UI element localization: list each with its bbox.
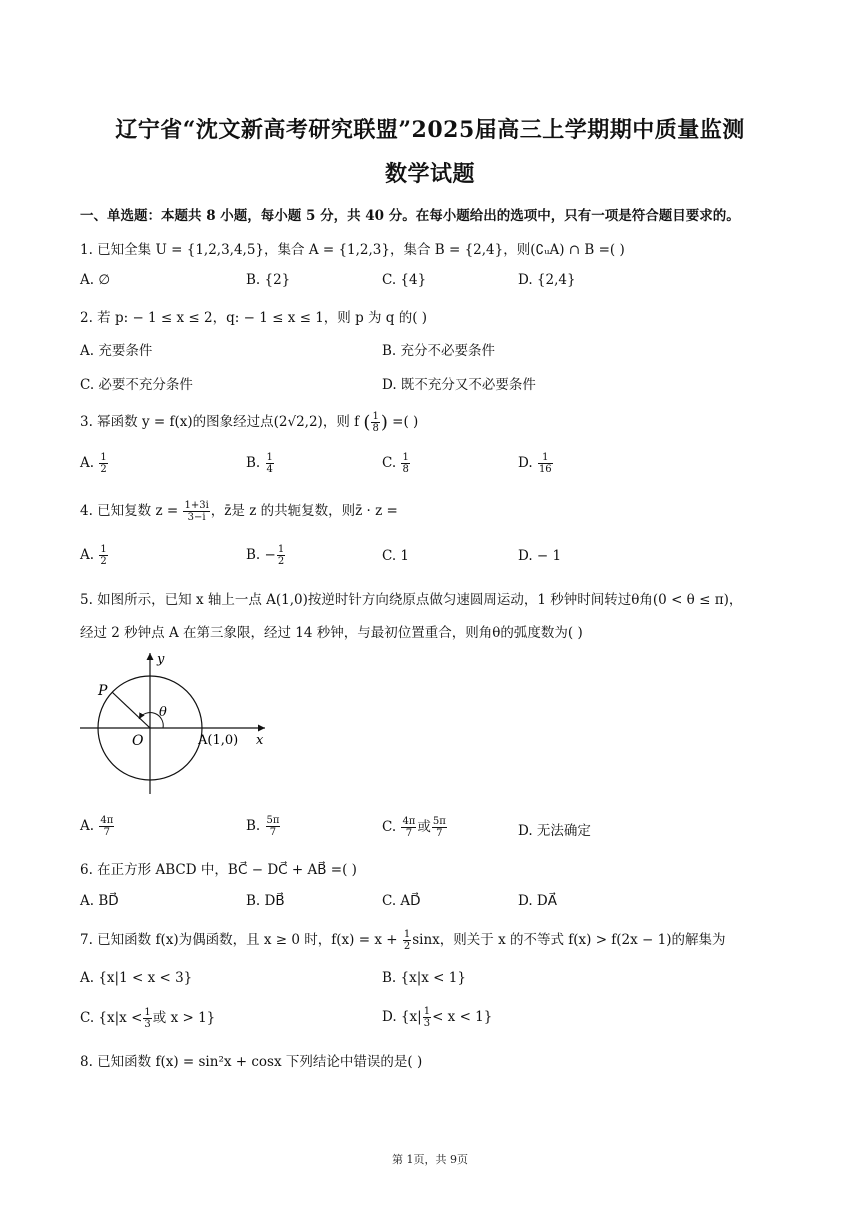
- q5-option-d: D. 无法确定: [518, 823, 591, 839]
- q3-option-d: D. $\frac{1}{16}$: [518, 452, 552, 475]
- q3-option-a: A. $\frac{1}{2}$: [80, 452, 107, 475]
- question-1-stem: 1. 已知全集 U = {1,2,3,4,5}，集合 A = {1,2,3}，集合 B = {2,4}，则(∁ᵤA) ∩ B =( ): [80, 242, 625, 258]
- q5-option-b: B. $\frac{5\pi}{7}$: [246, 815, 280, 838]
- q7-option-d: D. {x| $\frac{1}{3}$ < x < 1}: [382, 1006, 493, 1029]
- q7-option-a: A. {x|1 < x < 3}: [80, 970, 193, 986]
- q7-stem-fraction: $\frac{1}{2}$: [403, 929, 411, 952]
- question-4-stem: 4. 已知复数 z = $\frac{1+3i}{3-i}$ ，z̄是 z 的共轭复数，则z̄ · z =: [80, 500, 398, 523]
- q3-option-c: C. $\frac{1}{8}$: [382, 452, 409, 475]
- radius-op: [112, 692, 150, 728]
- q2-option-c: C. 必要不充分条件: [80, 377, 193, 393]
- q3-stem-text: 3. 幂函数 y = f(x)的图象经过点(2√2,2)，则 f: [80, 414, 360, 430]
- question-7-stem: 7. 已知函数 f(x)为偶函数，且 x ≥ 0 时，f(x) = x + $\frac{1}{2}$ sinx，则关于 x 的不等式 f(x) > f(2x − 1)的解集为: [80, 929, 726, 952]
- q6-option-a: A. BD⃗: [80, 893, 119, 909]
- q7-option-b: B. {x|x < 1}: [382, 970, 466, 986]
- q4-option-a: A. $\frac{1}{2}$: [80, 544, 107, 567]
- q6-option-b: B. DB⃗: [246, 893, 285, 909]
- q3-option-b: B. $\frac{1}{4}$: [246, 452, 273, 475]
- theta-label: θ: [159, 705, 167, 720]
- y-axis-label: y: [157, 652, 165, 667]
- q3-stem-tail: =( ): [392, 414, 419, 430]
- question-5-stem-line1: 5. 如图所示，已知 x 轴上一点 A(1,0)按逆时针方向绕原点做匀速圆周运动，1 秒钟时间转过θ角(0 < θ ≤ π)，: [80, 592, 743, 608]
- question-6-stem: 6. 在正方形 ABCD 中，BC⃗ − DC⃗ + AB⃗ =( ): [80, 862, 357, 878]
- q1-option-a: A. ∅: [80, 272, 111, 288]
- q1-option-c: C. {4}: [382, 272, 427, 288]
- q6-option-c: C. AD⃗: [382, 893, 421, 909]
- q6-option-d: D. DA⃗: [518, 893, 557, 909]
- q4-option-d: D. − 1: [518, 548, 562, 564]
- section-heading: 一、单选题：本题共 8 小题，每小题 5 分，共 40 分。在每小题给出的选项中，只有一项是符合题目要求的。: [80, 208, 740, 224]
- q4-stem-fraction: $\frac{1+3i}{3-i}$: [184, 500, 209, 523]
- q2-option-d: D. 既不充分又不必要条件: [382, 377, 536, 393]
- q5-option-c: C. $\frac{4\pi}{7}$ 或 $\frac{5\pi}{7}$: [382, 816, 446, 839]
- unit-circle-figure: [75, 648, 285, 798]
- page-footer: 第 1页，共 9页: [392, 1153, 468, 1166]
- question-8-stem: 8. 已知函数 f(x) = sin²x + cosx 下列结论中错误的是( ): [80, 1054, 423, 1070]
- question-3-stem: 3. 幂函数 y = f(x)的图象经过点(2√2,2)，则 f ( $\frac{1}{8}$ ) =( ): [80, 411, 419, 434]
- point-p-label: P: [98, 683, 108, 699]
- origin-label: O: [132, 733, 144, 749]
- exam-title: 辽宁省“沈文新高考研究联盟”2025届高三上学期期中质量监测: [115, 117, 745, 143]
- q7-option-c: C. {x|x < $\frac{1}{3}$ 或 x > 1}: [80, 1007, 216, 1030]
- x-axis-label: x: [256, 733, 264, 748]
- q2-option-a: A. 充要条件: [80, 343, 153, 359]
- q1-option-b: B. {2}: [246, 272, 291, 288]
- q3-stem-fraction: $\frac{1}{8}$: [372, 411, 379, 434]
- exam-subtitle: 数学试题: [384, 161, 475, 187]
- q1-option-d: D. {2,4}: [518, 272, 576, 288]
- q4-option-c: C. 1: [382, 548, 410, 564]
- q4-option-b: B. − $\frac{1}{2}$: [246, 544, 285, 567]
- question-5-stem-line2: 经过 2 秒钟点 A 在第三象限，经过 14 秒钟，与最初位置重合，则角θ的弧度数为( ): [80, 625, 583, 641]
- point-a-label: A(1,0): [198, 733, 239, 748]
- q2-option-b: B. 充分不必要条件: [382, 343, 496, 359]
- question-2-stem: 2. 若 p: − 1 ≤ x ≤ 2，q: − 1 ≤ x ≤ 1，则 p 为 q 的( ): [80, 310, 428, 326]
- q5-option-a: A. $\frac{4\pi}{7}$: [80, 815, 114, 838]
